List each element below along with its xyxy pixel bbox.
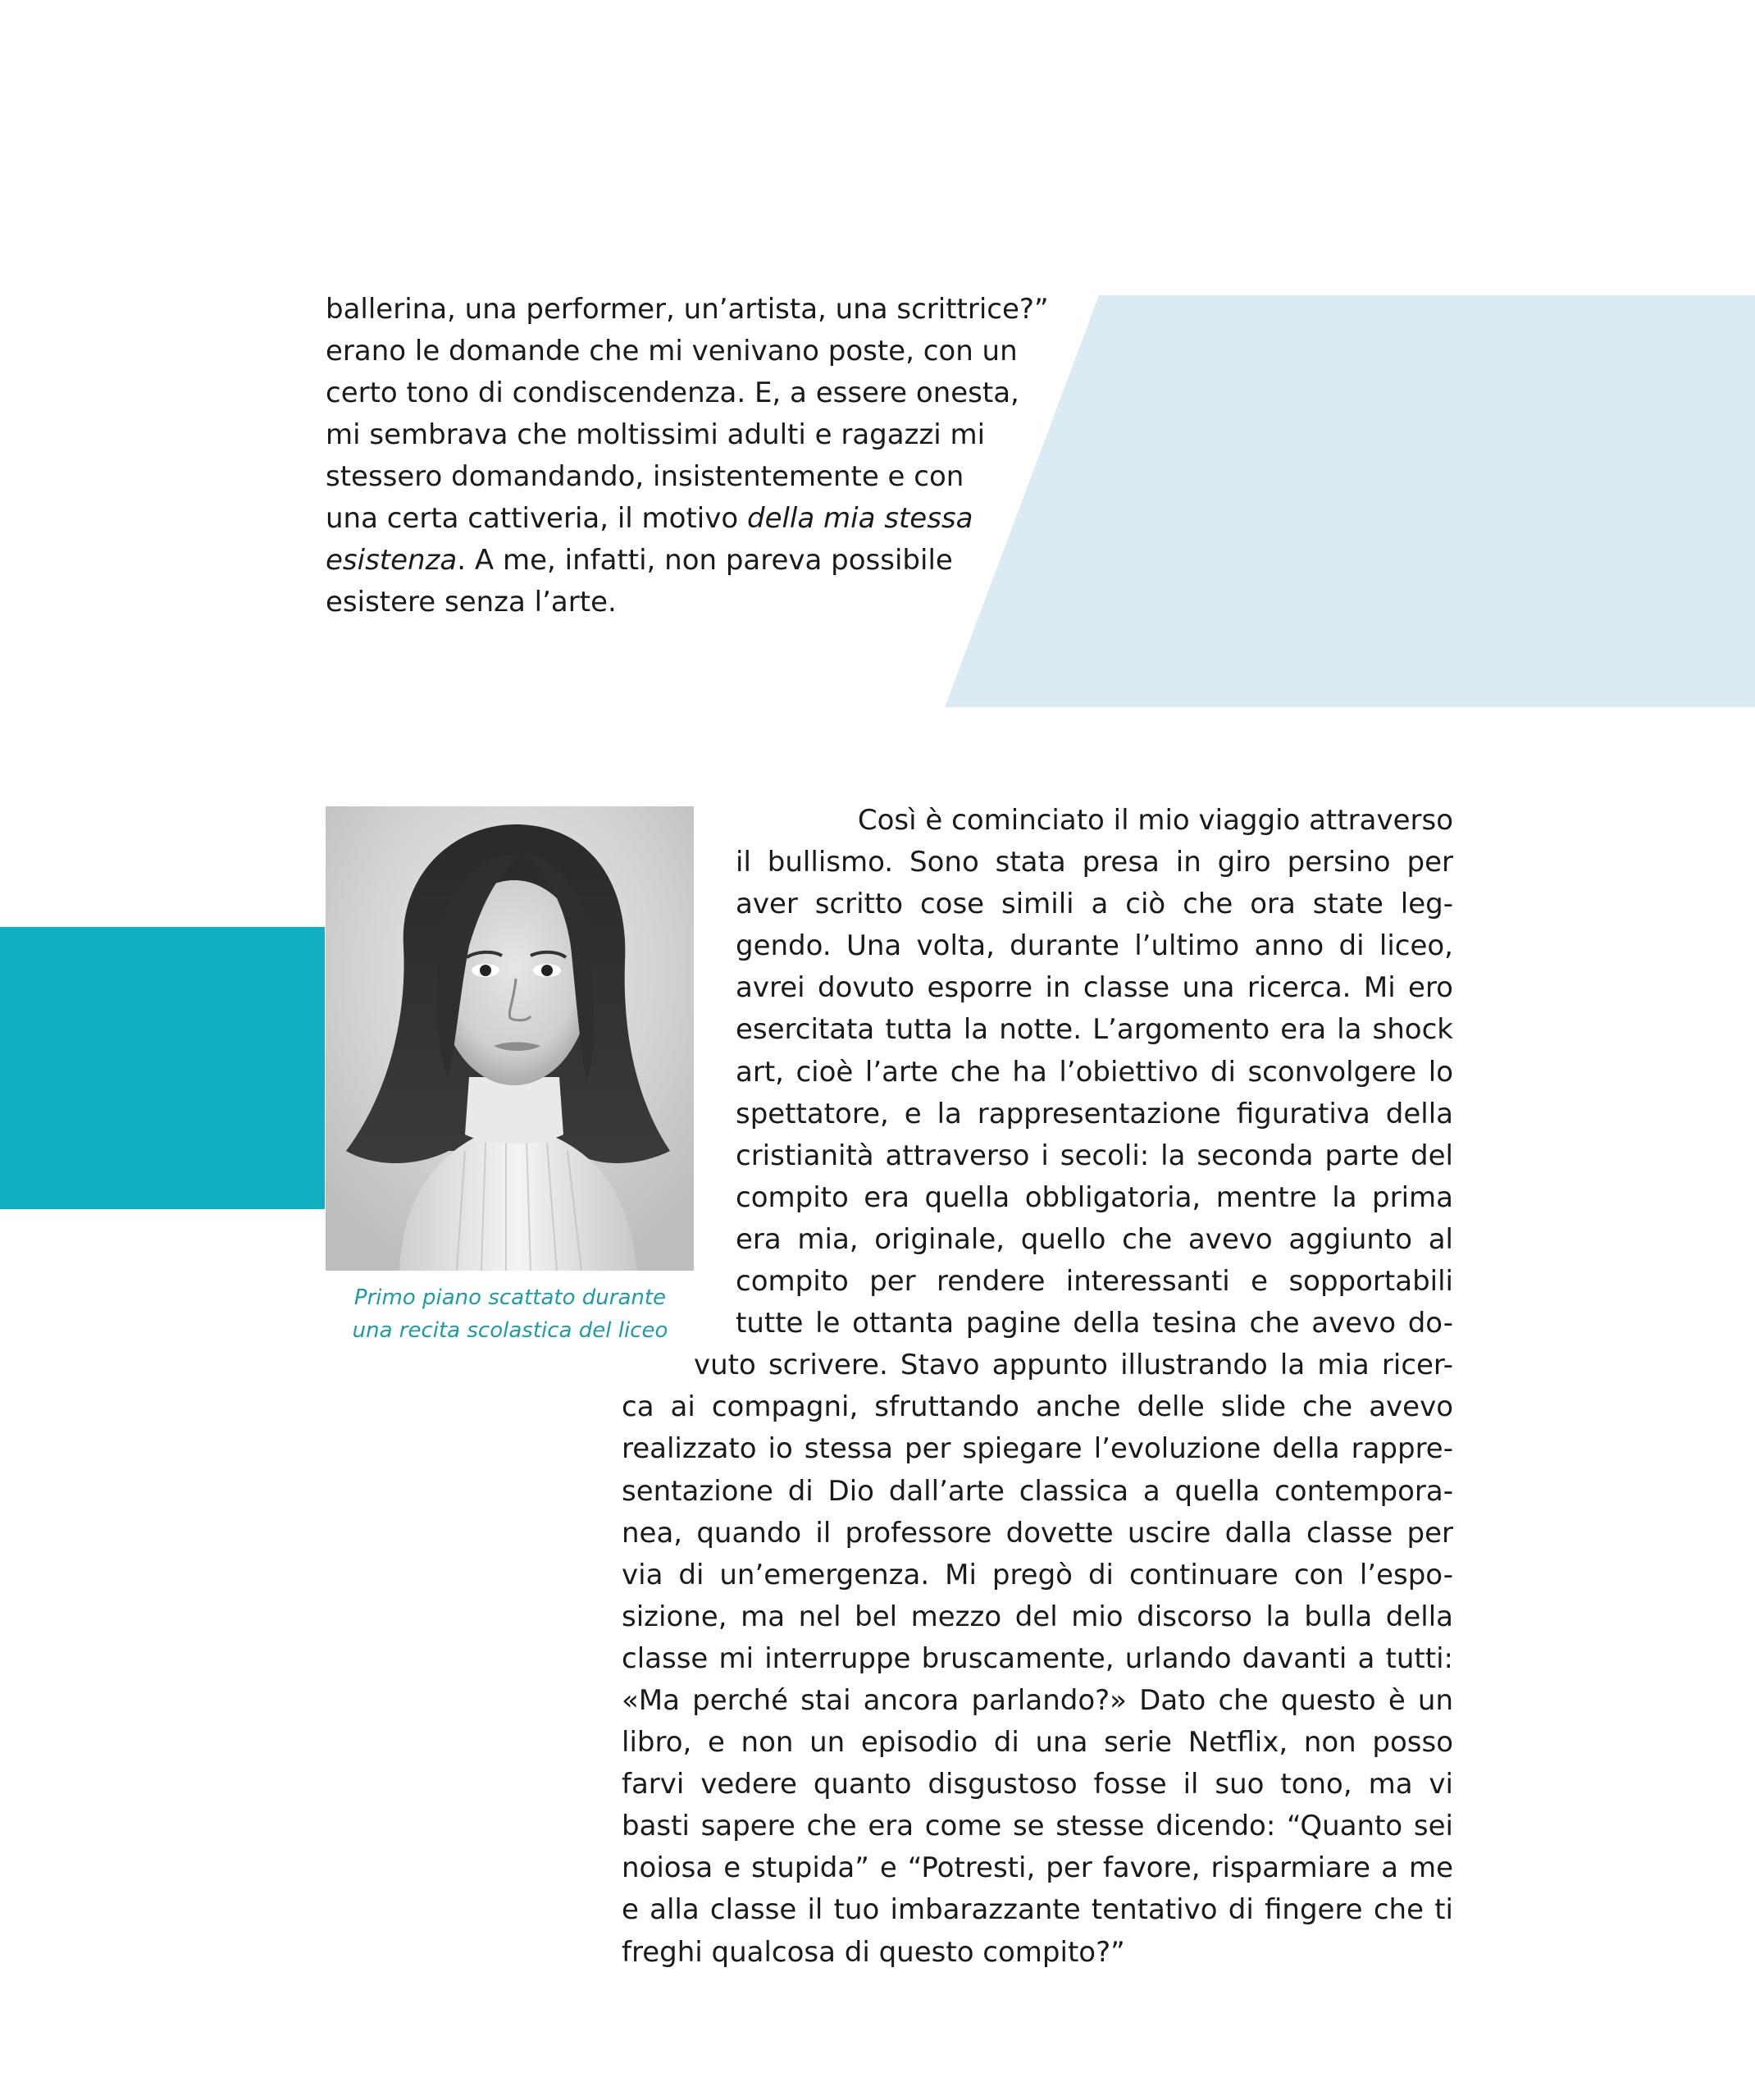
intro-text: una certa cattiveria, il motivo [326, 502, 747, 535]
body-line: sizione, ma nel bel mezzo del mio discorso la bulla della [622, 1600, 1453, 1633]
intro-line: esistere senza l’arte. [326, 586, 617, 619]
body-line: farvi vedere quanto disgustoso fosse il suo tono, ma vi [622, 1768, 1453, 1801]
intro-line [326, 540, 1055, 582]
intro-line: ballerina, una performer, un’artista, una scrittrice?” [326, 293, 1049, 326]
body-line: art, cioè l’arte che ha l’obiettivo di sconvolgere lo [736, 1055, 1453, 1089]
intro-line: certo tono di condiscendenza. E, a essere onesta, [326, 377, 1019, 409]
body-line: noiosa e stupida” e “Potresti, per favore, risparmiare a me [622, 1851, 1453, 1885]
body-line: avrei dovuto esporre in classe una ricerca. Mi ero [736, 971, 1453, 1005]
body-line: era mia, originale, quello che avevo aggiunto al [736, 1222, 1453, 1256]
body-line: Così è cominciato il mio viaggio attraverso [857, 804, 1453, 837]
intro-text: . A me, infatti, non pareva possibile [457, 544, 953, 577]
body-line: freghi qualcosa di questo compito?” [622, 1935, 1125, 1969]
body-line: aver scritto cose simili a ciò che ora state leg- [736, 888, 1453, 921]
body-line: spettatore, e la rappresentazione figurativa della [736, 1097, 1453, 1130]
caption-line: una recita scolastica del liceo [352, 1318, 668, 1343]
light-blue-parallelogram [945, 295, 1755, 707]
caption-line: Primo piano scattato durante [353, 1285, 667, 1310]
body-line: vuto scrivere. Stavo appunto illustrando la mia ricer- [694, 1349, 1453, 1382]
body-line: e alla classe il tuo imbarazzante tentativo di fingere che ti [622, 1893, 1453, 1927]
body-line: compito era quella obbligatoria, mentre la prima [736, 1180, 1453, 1214]
body-line: «Ma perché stai ancora parlando?» Dato che questo è un [622, 1683, 1453, 1717]
body-line: ca ai compagni, sfruttando anche delle slide che avevo [622, 1390, 1453, 1424]
body-line: gendo. Una volta, durante l’ultimo anno di liceo, [736, 929, 1453, 963]
body-line: nea, quando il professore dovette uscire dalla classe per [622, 1516, 1453, 1550]
body-line: sentazione di Dio dall’arte classica a quella contempora- [622, 1474, 1453, 1508]
body-line: il bullismo. Sono stata presa in giro persino per [736, 846, 1453, 879]
intro-line: stessero domandando, insistentemente e con [326, 460, 964, 493]
body-line: realizzato io stessa per spiegare l’evoluzione della rappre- [622, 1432, 1453, 1466]
intro-paragraph [326, 289, 1055, 623]
intro-emphasis: esistenza [326, 544, 458, 577]
body-paragraph [0, 800, 1755, 1974]
body-line: esercitata tutta la notte. L’argomento era la shock [736, 1013, 1453, 1047]
body-line: basti sapere che era come se stesse dicendo: “Quanto sei [622, 1810, 1453, 1843]
intro-line [326, 498, 1055, 540]
body-line: via di un’emergenza. Mi pregò di continuare con l’espo- [622, 1558, 1453, 1591]
intro-line: erano le domande che mi venivano poste, con un [326, 335, 1018, 368]
body-line: cristianità attraverso i secoli: la seconda parte del [736, 1139, 1453, 1172]
body-line: libro, e non un episodio di una serie Netflix, non posso [622, 1726, 1453, 1760]
body-line: tutte le ottanta pagine della tesina che avevo do- [736, 1307, 1453, 1340]
intro-emphasis: della mia stessa [746, 502, 973, 535]
body-line: classe mi interruppe bruscamente, urlando davanti a tutti: [622, 1641, 1453, 1675]
intro-line: mi sembrava che moltissimi adulti e ragazzi mi [326, 418, 986, 451]
body-line: compito per rendere interessanti e sopportabili [736, 1265, 1453, 1299]
